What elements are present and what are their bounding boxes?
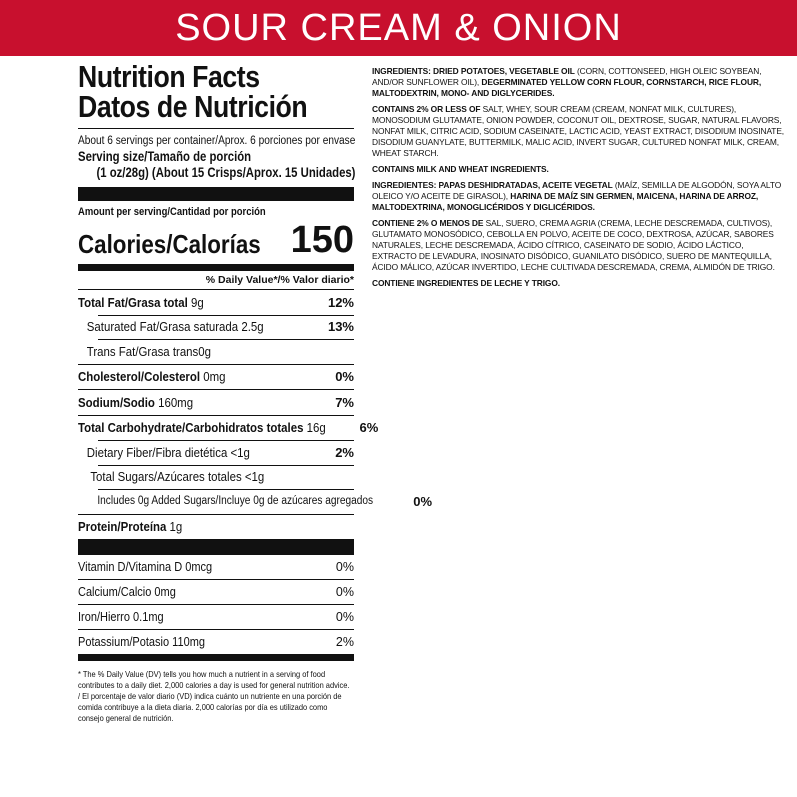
nutrient-amount: 0g (198, 343, 212, 359)
nutrient-row (78, 440, 354, 465)
ingredients-column (372, 66, 787, 294)
nutrient-amount: 9g (190, 294, 204, 310)
nutrient-dv: 13% (327, 319, 354, 335)
nutrient-amount: 2.5g (241, 319, 264, 335)
ingredients-es-oil: (MAÍZ, SEMILLA DE ALGODÓN, SOYA ALTO OLEICO Y/O ACEITE DE GIRASOL), (372, 180, 782, 201)
vitamin-amount: 0mcg (185, 560, 213, 574)
nutrient-dv: 2% (335, 444, 354, 460)
ingredients-es-lead: INGREDIENTES: PAPAS DESHIDRATADAS, ACEITE VEGETAL (372, 180, 613, 190)
contiene-lead: CONTIENE 2% O MENOS DE (372, 218, 484, 228)
nutrient-row (78, 389, 354, 415)
calories-row (78, 218, 354, 260)
daily-value-footnote: * The % Daily Value (DV) tells you how much a nutrient in a serving of food contributes to a daily diet. 2,000 calories a day is used for general nutrition advice. / El porcentaje de valor diario (VD) indica cuánto un nutriente en una porción de comida contribuye a la dieta diaria. 2,000 calorías por día es utilizado como consejo general de nutrición. (78, 669, 350, 723)
nutrient-row (78, 489, 433, 514)
nutrient-row (78, 289, 354, 315)
nutrient-name: Dietary Fiber/Fibra dietética (86, 444, 228, 460)
vitamin-row (78, 629, 354, 654)
daily-value-header: % Daily Value*/% Valor diario* (205, 274, 354, 286)
nutrient-row (78, 364, 354, 390)
nutrient-name: Protein/Proteína (78, 519, 167, 535)
vitamin-amount: 0mg (154, 585, 176, 599)
servings-per-container: About 6 servings per container/Aprox. 6 porciones por envase (78, 135, 356, 147)
nutrient-row (78, 339, 354, 364)
vitamin-amount: 110mg (172, 635, 205, 649)
contains-rest: SALT, WHEY, SOUR CREAM (CREAM, NONFAT MILK, CULTURES), MONOSODIUM GLUTAMATE, ONION POWDER, COCONUT OIL, DEXTROSE, SUGAR, NATURAL FLAVORS, NONFAT MILK, CITRIC ACID, SODIUM CASEINATE, LACTIC ACID, YEAST EXTRACT, DISODIUM INOSINATE, DISODIUM GUANYLATE, BUTTERMILK, MALIC ACID, INVERT SUGAR, CULTURED NONFAT MILK, CREAM, WHEAT STARCH. (372, 104, 785, 158)
nutrient-name: Trans Fat/Grasa trans (86, 343, 199, 359)
contains-lead: CONTAINS 2% OR LESS OF (372, 104, 481, 114)
nutrient-amount: <1g (230, 444, 250, 460)
vitamin-name: Potassium/Potasio (78, 635, 170, 649)
ingredients-es-contains (372, 218, 787, 273)
nutrient-row (78, 514, 354, 540)
ingredients-en-lead: INGREDIENTS: DRIED POTATOES, VEGETABLE OIL (372, 66, 575, 76)
nutrient-name: Includes 0g Added Sugars/Incluye 0g de azúcares agregados (97, 495, 374, 508)
vitamin-name: Calcium/Calcio (78, 585, 152, 599)
nutrient-amount: 16g (306, 420, 326, 436)
calories-label: Calories/Calorías (78, 229, 261, 259)
nutrient-amount: <1g (244, 469, 265, 485)
nutrient-amount: 1g (169, 519, 183, 535)
flavor-banner (0, 0, 797, 56)
divider (78, 128, 354, 129)
vitamin-dv: 0% (335, 560, 354, 574)
vitamin-row (78, 555, 354, 579)
nutrient-row (78, 465, 354, 490)
vitamin-name: Vitamin D/Vitamina D (78, 560, 183, 574)
flavor-title: SOUR CREAM & ONION (175, 6, 622, 49)
vitamin-dv: 0% (335, 585, 354, 599)
nutrient-name: Cholesterol/Colesterol (78, 369, 201, 385)
ingredients-es (372, 180, 787, 213)
nutrient-name: Total Fat/Grasa total (78, 294, 188, 310)
ingredients-es-rest: HARINA DE MAÍZ SIN GERMEN, MAICENA, HARINA DE ARROZ, MALTODEXTRINA, MONOGLICÉRIDOS Y DIGLICÉRIDOS. (372, 191, 759, 212)
vitamin-row (78, 604, 354, 629)
nutrient-amount: 160mg (158, 394, 194, 410)
calories-value: 150 (290, 219, 354, 261)
ingredients-en (372, 66, 787, 99)
nutrient-dv: 0% (335, 369, 354, 385)
thick-divider (78, 539, 354, 555)
amount-per-serving: Amount per serving/Cantidad por porción (78, 206, 266, 218)
nutrient-name: Total Carbohydrate/Carbohidratos totales (78, 420, 304, 436)
datos-de-nutricion-title: Datos de Nutrición (78, 89, 308, 124)
ingredients-en-oil: (CORN, COTTONSEED, HIGH OLEIC SOYBEAN, AND/OR SUNFLOWER OIL), (372, 66, 762, 87)
allergen-statement-en: CONTAINS MILK AND WHEAT INGREDIENTS. (372, 164, 549, 174)
nutrient-amount: 0mg (203, 369, 226, 385)
ingredients-en-contains (372, 104, 787, 159)
vitamin-dv: 0% (335, 610, 354, 624)
vitamin-name: Iron/Hierro (78, 610, 130, 624)
ingredients-en-rest: DEGERMINATED YELLOW CORN FLOUR, CORNSTARCH, RICE FLOUR, MALTODEXTRIN, MONO- AND DIGLYCERIDES. (372, 77, 762, 98)
medium-divider (78, 654, 354, 661)
nutrition-facts-title: Nutrition Facts (78, 59, 260, 94)
nutrient-name: Saturated Fat/Grasa saturada (86, 319, 239, 335)
nutrient-dv: 6% (359, 420, 379, 436)
vitamin-row (78, 579, 354, 604)
nutrient-row (78, 415, 379, 441)
nutrient-dv: 7% (335, 394, 354, 410)
medium-divider (78, 264, 354, 271)
nutrient-dv: 12% (327, 294, 354, 310)
allergen-statement-es: CONTIENE INGREDIENTES DE LECHE Y TRIGO. (372, 278, 560, 288)
serving-size-label: Serving size/Tamaño de porción (78, 149, 252, 164)
vitamin-amount: 0.1mg (133, 610, 164, 624)
vitamin-dv: 2% (335, 635, 354, 649)
nutrient-name: Sodium/Sodio (78, 394, 155, 410)
serving-size-value: (1 oz/28g) (About 15 Crisps/Aprox. 15 Unidades) (96, 165, 356, 180)
nutrient-row (78, 315, 354, 340)
thick-divider (78, 187, 354, 201)
nutrient-dv: 0% (413, 493, 433, 509)
contiene-rest: SAL, SUERO, CREMA AGRIA (CREMA, LECHE DESCREMADA, CULTIVOS), GLUTAMATO MONOSÓDICO, CEBOLLA EN POLVO, ACEITE DE COCO, DEXTROSA, AZÚCAR, SABORES NATURALES, LECHE DESCREMADA, ÁCIDO CÍTRICO, CASEINATO DE SODIO, ÁCIDO LÁCTICO, EXTRACTO DE LEVADURA, INOSINATO DISÓDICO, GUANILATO DISÓDICO, SUERO DE MANTEQUILLA, ÁCIDO MÁLICO, AZÚCAR INVERTIDO, LECHE CULTIVADA DESCREMADA, CREMA, ALMIDÓN DE TRIGO. (372, 218, 775, 272)
nutrient-name: Total Sugars/Azúcares totales (90, 469, 242, 485)
